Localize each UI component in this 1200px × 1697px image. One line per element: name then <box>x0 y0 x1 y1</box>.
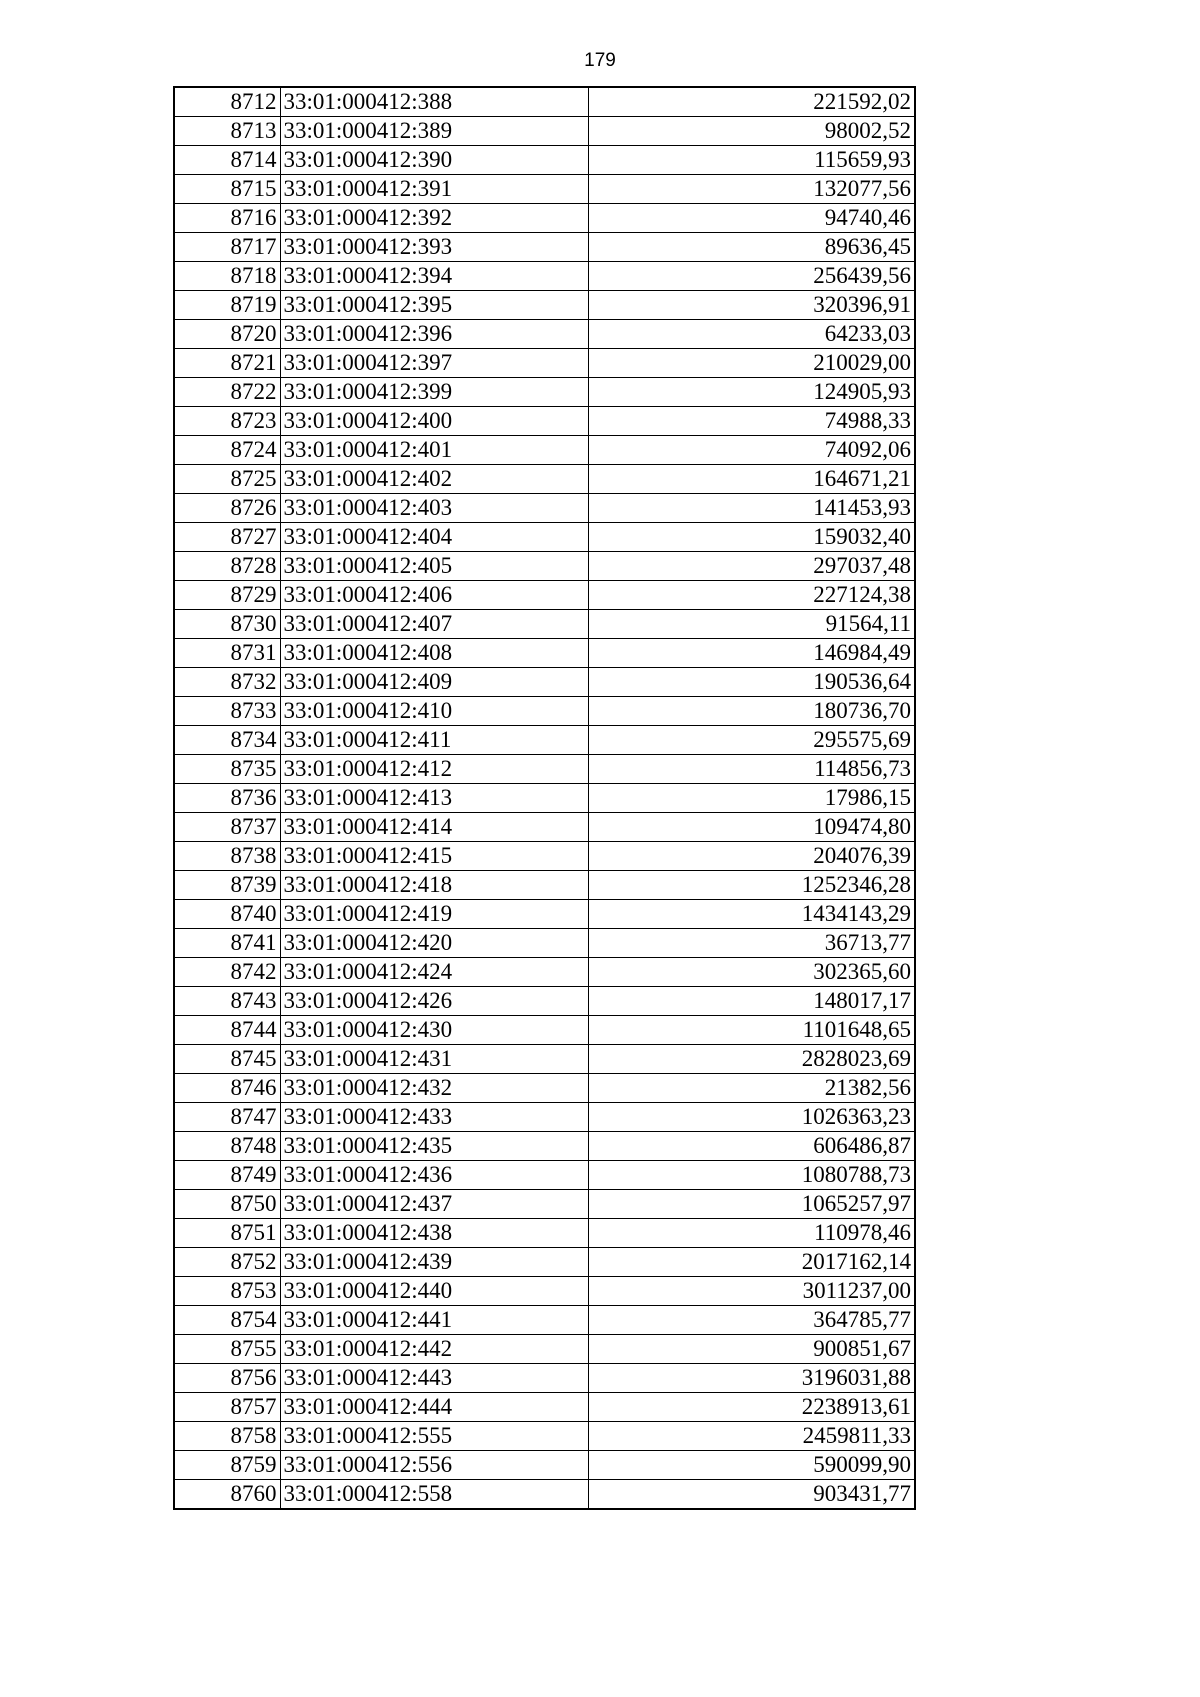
cadastral-number-cell: 33:01:000412:404 <box>280 523 588 552</box>
cadastral-number-cell: 33:01:000412:396 <box>280 320 588 349</box>
table-row <box>174 871 915 900</box>
value-cell: 146984,49 <box>588 639 915 668</box>
row-number-cell: 8751 <box>174 1219 280 1248</box>
row-number-cell: 8725 <box>174 465 280 494</box>
cadastral-number-cell: 33:01:000412:389 <box>280 117 588 146</box>
cadastral-number-cell: 33:01:000412:435 <box>280 1132 588 1161</box>
table-row <box>174 291 915 320</box>
table-row <box>174 1393 915 1422</box>
cadastral-number-cell: 33:01:000412:431 <box>280 1045 588 1074</box>
table-row <box>174 1422 915 1451</box>
cadastral-number-cell: 33:01:000412:414 <box>280 813 588 842</box>
row-number-cell: 8719 <box>174 291 280 320</box>
table-row <box>174 784 915 813</box>
value-cell: 227124,38 <box>588 581 915 610</box>
cadastral-number-cell: 33:01:000412:424 <box>280 958 588 987</box>
row-number-cell: 8726 <box>174 494 280 523</box>
value-cell: 164671,21 <box>588 465 915 494</box>
row-number-cell: 8717 <box>174 233 280 262</box>
cadastral-number-cell: 33:01:000412:442 <box>280 1335 588 1364</box>
table-row <box>174 1045 915 1074</box>
value-cell: 91564,11 <box>588 610 915 639</box>
table-row <box>174 813 915 842</box>
row-number-cell: 8724 <box>174 436 280 465</box>
row-number-cell: 8735 <box>174 755 280 784</box>
row-number-cell: 8759 <box>174 1451 280 1480</box>
value-cell: 3196031,88 <box>588 1364 915 1393</box>
row-number-cell: 8749 <box>174 1161 280 1190</box>
row-number-cell: 8731 <box>174 639 280 668</box>
row-number-cell: 8746 <box>174 1074 280 1103</box>
row-number-cell: 8736 <box>174 784 280 813</box>
cadastral-number-cell: 33:01:000412:556 <box>280 1451 588 1480</box>
value-cell: 17986,15 <box>588 784 915 813</box>
table-row <box>174 1190 915 1219</box>
value-cell: 204076,39 <box>588 842 915 871</box>
row-number-cell: 8734 <box>174 726 280 755</box>
table-row <box>174 436 915 465</box>
row-number-cell: 8756 <box>174 1364 280 1393</box>
table-row <box>174 1074 915 1103</box>
cadastral-number-cell: 33:01:000412:394 <box>280 262 588 291</box>
row-number-cell: 8754 <box>174 1306 280 1335</box>
row-number-cell: 8752 <box>174 1248 280 1277</box>
row-number-cell: 8747 <box>174 1103 280 1132</box>
cadastral-number-cell: 33:01:000412:555 <box>280 1422 588 1451</box>
row-number-cell: 8758 <box>174 1422 280 1451</box>
row-number-cell: 8715 <box>174 175 280 204</box>
cadastral-number-cell: 33:01:000412:436 <box>280 1161 588 1190</box>
row-number-cell: 8742 <box>174 958 280 987</box>
table-row <box>174 552 915 581</box>
row-number-cell: 8733 <box>174 697 280 726</box>
row-number-cell: 8750 <box>174 1190 280 1219</box>
value-cell: 221592,02 <box>588 87 915 117</box>
table-row <box>174 1451 915 1480</box>
value-cell: 256439,56 <box>588 262 915 291</box>
row-number-cell: 8737 <box>174 813 280 842</box>
row-number-cell: 8720 <box>174 320 280 349</box>
cadastral-number-cell: 33:01:000412:420 <box>280 929 588 958</box>
cadastral-number-cell: 33:01:000412:407 <box>280 610 588 639</box>
table-row <box>174 639 915 668</box>
cadastral-number-cell: 33:01:000412:388 <box>280 87 588 117</box>
value-cell: 115659,93 <box>588 146 915 175</box>
table-row <box>174 726 915 755</box>
cadastral-number-cell: 33:01:000412:408 <box>280 639 588 668</box>
table-row <box>174 755 915 784</box>
table-row <box>174 320 915 349</box>
table-row <box>174 204 915 233</box>
table-row <box>174 1103 915 1132</box>
row-number-cell: 8730 <box>174 610 280 639</box>
table-row <box>174 378 915 407</box>
cadastral-number-cell: 33:01:000412:397 <box>280 349 588 378</box>
row-number-cell: 8760 <box>174 1480 280 1510</box>
table-row <box>174 494 915 523</box>
cadastral-number-cell: 33:01:000412:444 <box>280 1393 588 1422</box>
row-number-cell: 8740 <box>174 900 280 929</box>
value-cell: 2017162,14 <box>588 1248 915 1277</box>
cadastral-number-cell: 33:01:000412:412 <box>280 755 588 784</box>
cadastral-number-cell: 33:01:000412:437 <box>280 1190 588 1219</box>
value-cell: 320396,91 <box>588 291 915 320</box>
cadastral-number-cell: 33:01:000412:419 <box>280 900 588 929</box>
table-row <box>174 233 915 262</box>
cadastral-number-cell: 33:01:000412:418 <box>280 871 588 900</box>
value-cell: 2459811,33 <box>588 1422 915 1451</box>
value-cell: 64233,03 <box>588 320 915 349</box>
value-cell: 364785,77 <box>588 1306 915 1335</box>
table-row <box>174 610 915 639</box>
value-cell: 606486,87 <box>588 1132 915 1161</box>
value-cell: 36713,77 <box>588 929 915 958</box>
row-number-cell: 8729 <box>174 581 280 610</box>
table-row <box>174 523 915 552</box>
cadastral-number-cell: 33:01:000412:410 <box>280 697 588 726</box>
table-row <box>174 1248 915 1277</box>
table-body <box>174 87 915 1509</box>
cadastral-number-cell: 33:01:000412:432 <box>280 1074 588 1103</box>
table-row <box>174 900 915 929</box>
table-row <box>174 349 915 378</box>
value-cell: 190536,64 <box>588 668 915 697</box>
row-number-cell: 8743 <box>174 987 280 1016</box>
cadastral-number-cell: 33:01:000412:426 <box>280 987 588 1016</box>
table-row <box>174 958 915 987</box>
value-cell: 900851,67 <box>588 1335 915 1364</box>
value-cell: 2238913,61 <box>588 1393 915 1422</box>
table-row <box>174 87 915 117</box>
value-cell: 109474,80 <box>588 813 915 842</box>
cadastral-number-cell: 33:01:000412:439 <box>280 1248 588 1277</box>
cadastral-number-cell: 33:01:000412:433 <box>280 1103 588 1132</box>
row-number-cell: 8741 <box>174 929 280 958</box>
value-cell: 89636,45 <box>588 233 915 262</box>
value-cell: 1434143,29 <box>588 900 915 929</box>
table-row <box>174 1277 915 1306</box>
value-cell: 1101648,65 <box>588 1016 915 1045</box>
cadastral-number-cell: 33:01:000412:558 <box>280 1480 588 1510</box>
value-cell: 1080788,73 <box>588 1161 915 1190</box>
row-number-cell: 8728 <box>174 552 280 581</box>
value-cell: 114856,73 <box>588 755 915 784</box>
value-cell: 903431,77 <box>588 1480 915 1510</box>
cadastral-number-cell: 33:01:000412:390 <box>280 146 588 175</box>
cadastral-number-cell: 33:01:000412:413 <box>280 784 588 813</box>
row-number-cell: 8757 <box>174 1393 280 1422</box>
cadastral-number-cell: 33:01:000412:440 <box>280 1277 588 1306</box>
value-cell: 110978,46 <box>588 1219 915 1248</box>
cadastral-number-cell: 33:01:000412:405 <box>280 552 588 581</box>
table-row <box>174 668 915 697</box>
value-cell: 141453,93 <box>588 494 915 523</box>
value-cell: 21382,56 <box>588 1074 915 1103</box>
cadastral-number-cell: 33:01:000412:395 <box>280 291 588 320</box>
value-cell: 1065257,97 <box>588 1190 915 1219</box>
value-cell: 180736,70 <box>588 697 915 726</box>
table-row <box>174 117 915 146</box>
row-number-cell: 8713 <box>174 117 280 146</box>
table-row <box>174 175 915 204</box>
table-row <box>174 407 915 436</box>
table-row <box>174 987 915 1016</box>
row-number-cell: 8732 <box>174 668 280 697</box>
table-row <box>174 842 915 871</box>
table-row <box>174 262 915 291</box>
table-row <box>174 1306 915 1335</box>
cadastral-number-cell: 33:01:000412:392 <box>280 204 588 233</box>
cadastral-number-cell: 33:01:000412:403 <box>280 494 588 523</box>
cadastral-number-cell: 33:01:000412:415 <box>280 842 588 871</box>
value-cell: 1026363,23 <box>588 1103 915 1132</box>
row-number-cell: 8716 <box>174 204 280 233</box>
cadastral-number-cell: 33:01:000412:430 <box>280 1016 588 1045</box>
table-row <box>174 581 915 610</box>
value-cell: 2828023,69 <box>588 1045 915 1074</box>
row-number-cell: 8718 <box>174 262 280 291</box>
table-row <box>174 1335 915 1364</box>
table-row <box>174 146 915 175</box>
cadastral-number-cell: 33:01:000412:400 <box>280 407 588 436</box>
value-cell: 302365,60 <box>588 958 915 987</box>
row-number-cell: 8753 <box>174 1277 280 1306</box>
value-cell: 3011237,00 <box>588 1277 915 1306</box>
row-number-cell: 8723 <box>174 407 280 436</box>
cadastral-number-cell: 33:01:000412:401 <box>280 436 588 465</box>
cadastral-number-cell: 33:01:000412:411 <box>280 726 588 755</box>
table-row <box>174 1132 915 1161</box>
cadastral-number-cell: 33:01:000412:402 <box>280 465 588 494</box>
table-row <box>174 1219 915 1248</box>
cadastral-number-cell: 33:01:000412:438 <box>280 1219 588 1248</box>
value-cell: 590099,90 <box>588 1451 915 1480</box>
value-cell: 210029,00 <box>588 349 915 378</box>
row-number-cell: 8755 <box>174 1335 280 1364</box>
row-number-cell: 8738 <box>174 842 280 871</box>
row-number-cell: 8748 <box>174 1132 280 1161</box>
page-number: 179 <box>584 50 616 71</box>
row-number-cell: 8739 <box>174 871 280 900</box>
table-row <box>174 1364 915 1393</box>
value-cell: 94740,46 <box>588 204 915 233</box>
cadastral-number-cell: 33:01:000412:399 <box>280 378 588 407</box>
table-row <box>174 1016 915 1045</box>
row-number-cell: 8721 <box>174 349 280 378</box>
value-cell: 74988,33 <box>588 407 915 436</box>
table-row <box>174 697 915 726</box>
value-cell: 295575,69 <box>588 726 915 755</box>
row-number-cell: 8744 <box>174 1016 280 1045</box>
value-cell: 1252346,28 <box>588 871 915 900</box>
table-row <box>174 1480 915 1510</box>
row-number-cell: 8712 <box>174 87 280 117</box>
row-number-cell: 8722 <box>174 378 280 407</box>
cadastral-number-cell: 33:01:000412:443 <box>280 1364 588 1393</box>
value-cell: 132077,56 <box>588 175 915 204</box>
cadastral-number-cell: 33:01:000412:391 <box>280 175 588 204</box>
cadastral-value-table <box>173 86 916 1510</box>
row-number-cell: 8714 <box>174 146 280 175</box>
value-cell: 148017,17 <box>588 987 915 1016</box>
value-cell: 159032,40 <box>588 523 915 552</box>
cadastral-number-cell: 33:01:000412:409 <box>280 668 588 697</box>
row-number-cell: 8727 <box>174 523 280 552</box>
table-row <box>174 929 915 958</box>
value-cell: 74092,06 <box>588 436 915 465</box>
table-row <box>174 465 915 494</box>
value-cell: 124905,93 <box>588 378 915 407</box>
cadastral-number-cell: 33:01:000412:441 <box>280 1306 588 1335</box>
cadastral-number-cell: 33:01:000412:406 <box>280 581 588 610</box>
value-cell: 297037,48 <box>588 552 915 581</box>
row-number-cell: 8745 <box>174 1045 280 1074</box>
value-cell: 98002,52 <box>588 117 915 146</box>
cadastral-number-cell: 33:01:000412:393 <box>280 233 588 262</box>
table-row <box>174 1161 915 1190</box>
